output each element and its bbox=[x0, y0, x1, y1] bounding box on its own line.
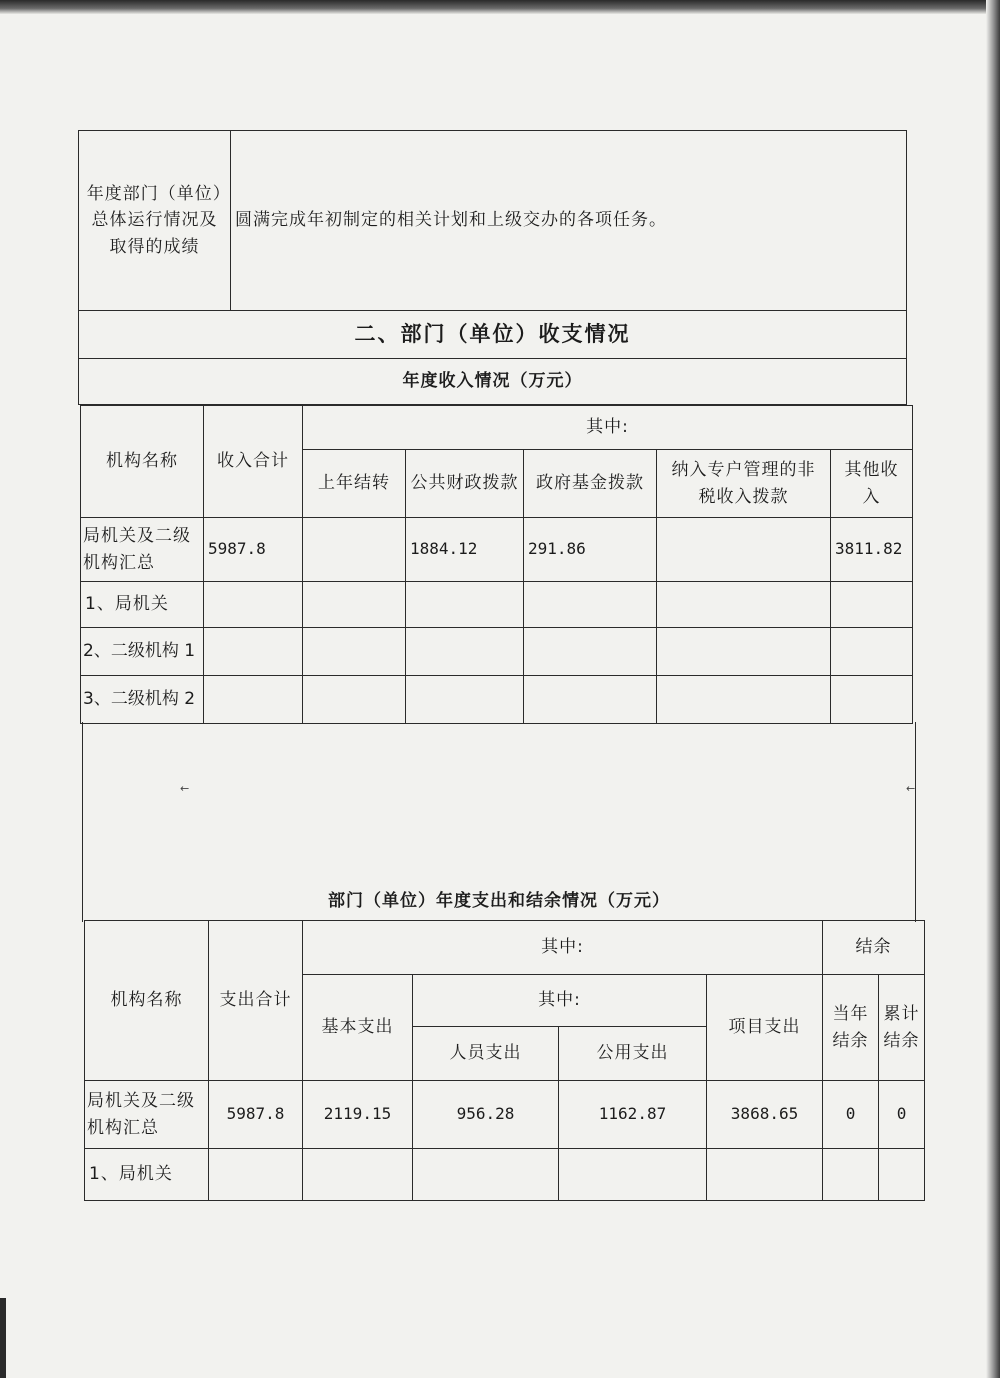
income-row-org: 1、局机关 bbox=[81, 582, 204, 628]
income-row-nontax bbox=[657, 676, 831, 724]
table-row bbox=[81, 518, 913, 582]
income-row-fiscal bbox=[406, 676, 524, 724]
income-header-fund: 政府基金拨款 bbox=[524, 450, 657, 518]
table-row bbox=[85, 1149, 925, 1201]
expense-table bbox=[84, 920, 925, 1201]
expense-header-balance: 结余 bbox=[823, 921, 925, 975]
table-row bbox=[81, 628, 913, 676]
section2-title: 二、部门（单位）收支情况 bbox=[79, 311, 907, 359]
income-row-other bbox=[831, 628, 913, 676]
expense-row-current: 0 bbox=[823, 1081, 879, 1149]
expense-row-total: 5987.8 bbox=[209, 1081, 303, 1149]
scan-right-edge bbox=[986, 0, 1000, 1378]
income-row-fund bbox=[524, 582, 657, 628]
income-row-fiscal bbox=[406, 628, 524, 676]
expense-row-project bbox=[707, 1149, 823, 1201]
expense-row-cumulative bbox=[879, 1149, 925, 1201]
expense-row-personnel bbox=[413, 1149, 559, 1201]
expense-row-basic: 2119.15 bbox=[303, 1081, 413, 1149]
income-row-nontax bbox=[657, 518, 831, 582]
expense-header-current: 当年结余 bbox=[823, 975, 879, 1081]
operation-content: 圆满完成年初制定的相关计划和上级交办的各项任务。 bbox=[231, 131, 907, 311]
income-header-other: 其他收入 bbox=[831, 450, 913, 518]
operation-table bbox=[78, 130, 907, 405]
income-row-carryover bbox=[303, 676, 406, 724]
expense-row-org: 局机关及二级机构汇总 bbox=[85, 1081, 209, 1149]
income-row-fiscal: 1884.12 bbox=[406, 518, 524, 582]
expense-row-public: 1162.87 bbox=[559, 1081, 707, 1149]
scan-mark: ← bbox=[180, 782, 190, 795]
income-row-fund bbox=[524, 628, 657, 676]
income-row-total bbox=[204, 676, 303, 724]
expense-header-of-which: 其中: bbox=[303, 921, 823, 975]
expense-header-total: 支出合计 bbox=[209, 921, 303, 1081]
table-row bbox=[81, 582, 913, 628]
income-row-org: 3、二级机构 2 bbox=[81, 676, 204, 724]
income-row-fund bbox=[524, 676, 657, 724]
expense-header-cumulative: 累计结余 bbox=[879, 975, 925, 1081]
expense-header-public: 公用支出 bbox=[559, 1027, 707, 1081]
expense-row-project: 3868.65 bbox=[707, 1081, 823, 1149]
scan-mark: ← bbox=[906, 782, 916, 795]
income-header-of-which: 其中: bbox=[303, 406, 913, 450]
expense-title: 部门（单位）年度支出和结余情况（万元） bbox=[328, 891, 670, 911]
income-row-org: 局机关及二级机构汇总 bbox=[81, 518, 204, 582]
expense-row-current bbox=[823, 1149, 879, 1201]
income-header-nontax: 纳入专户管理的非税收入拨款 bbox=[657, 450, 831, 518]
income-title: 年度收入情况（万元） bbox=[79, 359, 907, 405]
income-row-nontax bbox=[657, 582, 831, 628]
income-row-other: 3811.82 bbox=[831, 518, 913, 582]
income-row-other bbox=[831, 582, 913, 628]
expense-header-of-which2: 其中: bbox=[413, 975, 707, 1027]
income-header-carryover: 上年结转 bbox=[303, 450, 406, 518]
income-row-org: 2、二级机构 1 bbox=[81, 628, 204, 676]
income-row-fiscal bbox=[406, 582, 524, 628]
income-header-org: 机构名称 bbox=[81, 406, 204, 518]
expense-header-personnel: 人员支出 bbox=[413, 1027, 559, 1081]
income-row-nontax bbox=[657, 628, 831, 676]
table-row bbox=[81, 676, 913, 724]
income-row-carryover bbox=[303, 582, 406, 628]
expense-row-basic bbox=[303, 1149, 413, 1201]
income-row-other bbox=[831, 676, 913, 724]
income-row-fund: 291.86 bbox=[524, 518, 657, 582]
income-row-carryover bbox=[303, 628, 406, 676]
income-header-total: 收入合计 bbox=[204, 406, 303, 518]
expense-header-project: 项目支出 bbox=[707, 975, 823, 1081]
expense-row-personnel: 956.28 bbox=[413, 1081, 559, 1149]
income-table bbox=[80, 405, 913, 724]
income-row-total bbox=[204, 582, 303, 628]
table-row bbox=[85, 1081, 925, 1149]
scan-top-edge bbox=[0, 0, 1000, 14]
expense-row-cumulative: 0 bbox=[879, 1081, 925, 1149]
income-row-carryover bbox=[303, 518, 406, 582]
income-header-fiscal: 公共财政拨款 bbox=[406, 450, 524, 518]
income-row-total bbox=[204, 628, 303, 676]
expense-row-total bbox=[209, 1149, 303, 1201]
scan-bottom-left-edge bbox=[0, 1298, 6, 1378]
expense-row-public bbox=[559, 1149, 707, 1201]
expense-header-org: 机构名称 bbox=[85, 921, 209, 1081]
expense-header-basic: 基本支出 bbox=[303, 975, 413, 1081]
income-row-total: 5987.8 bbox=[204, 518, 303, 582]
operation-label: 年度部门（单位）总体运行情况及取得的成绩 bbox=[79, 131, 231, 311]
expense-row-org: 1、局机关 bbox=[85, 1149, 209, 1201]
